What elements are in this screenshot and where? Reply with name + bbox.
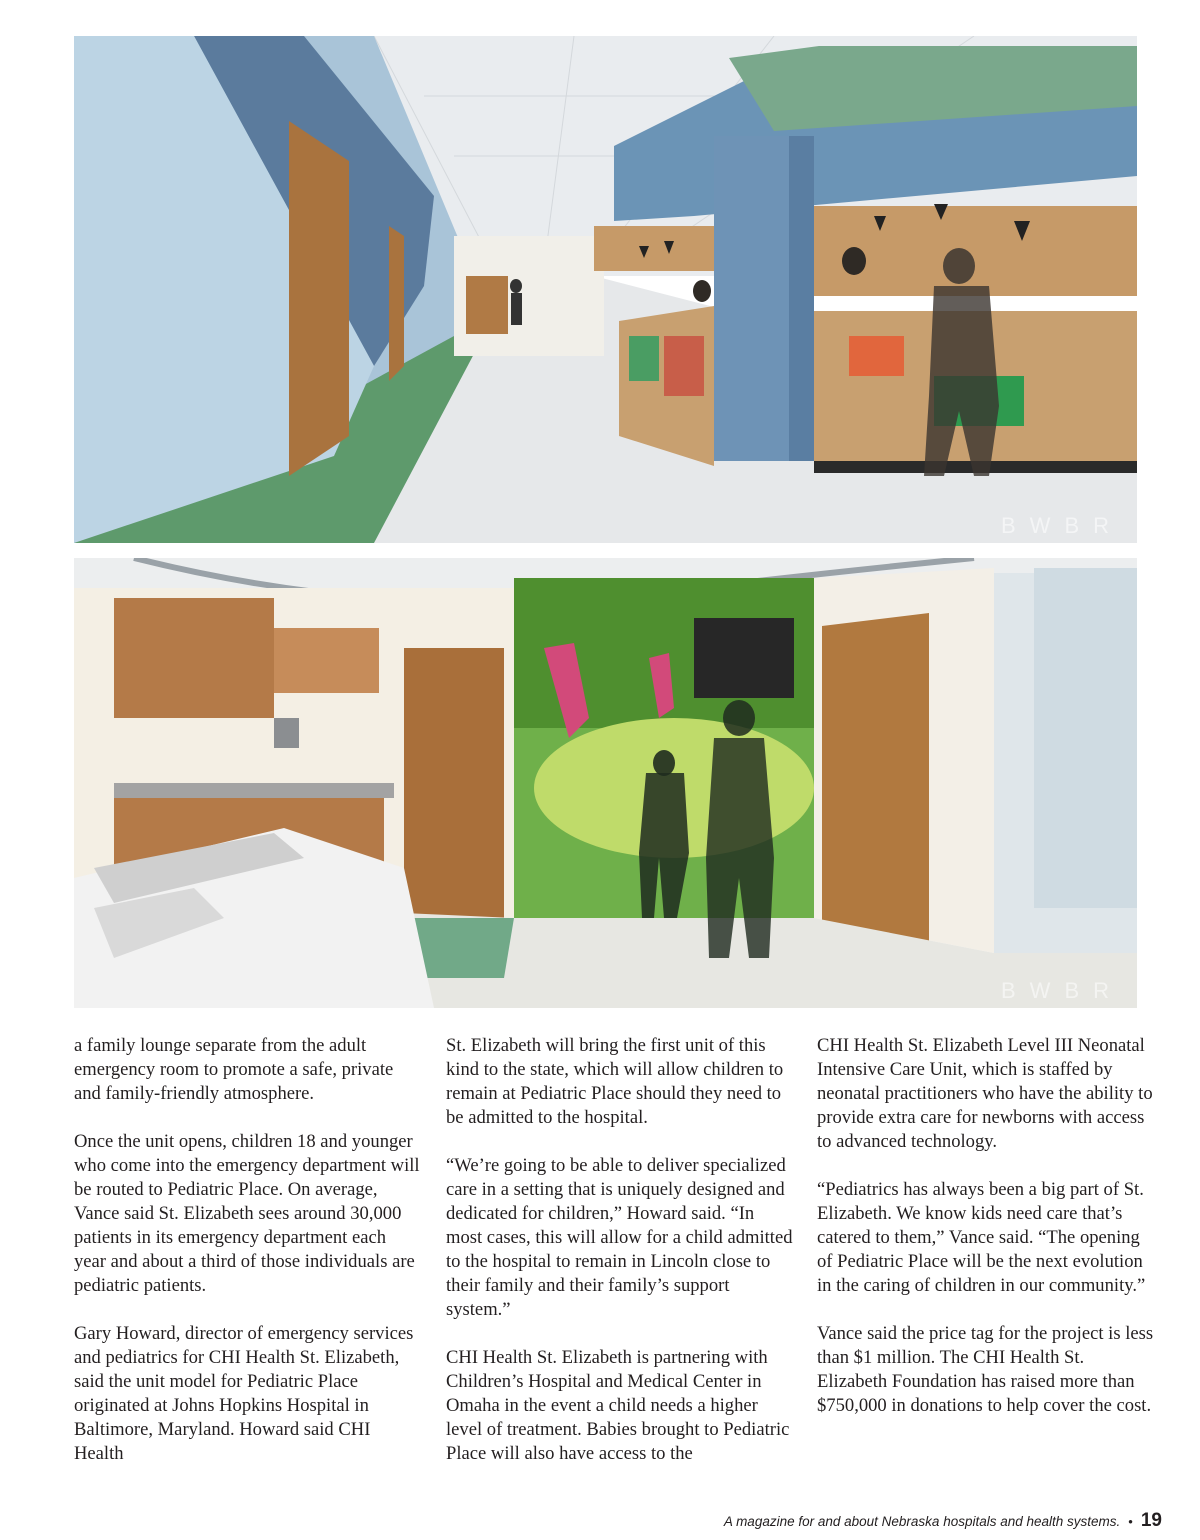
paragraph: Once the unit opens, children 18 and younger who come into the emergency department will be routed to Pediatric Place. On average, Vance said St. Elizabeth sees around 30,000 patients in its emergency department each year and about a third of those individuals are pediatric patients. [74, 1131, 420, 1296]
article-column-1 [74, 1034, 422, 1490]
paragraph: “Pediatrics has always been a big part of St. Elizabeth. We know kids need care that’s catered to them,” Vance said. “The opening of Pediatric Place will be the next evolution in the caring of children in our community.” [817, 1179, 1146, 1296]
patient-room-image [74, 558, 1137, 1008]
paragraph: a family lounge separate from the adult emergency room to promote a safe, private and family-friendly atmosphere. [74, 1035, 394, 1104]
paragraph: Gary Howard, director of emergency services and pediatrics for CHI Health St. Elizabeth, said the unit model for Pediatric Place originated at Johns Hopkins Hospital in Baltimore, Maryland. Howard said CHI Health [74, 1323, 414, 1464]
article-column-2 [446, 1034, 794, 1490]
paragraph: CHI Health St. Elizabeth is partnering with Children’s Hospital and Medical Center in Omaha in the event a child needs a higher level of treatment. Babies brought to Pediatric Place will also have access to the [446, 1347, 790, 1464]
paragraph: Vance said the price tag for the project is less than $1 million. The CHI Health St. Elizabeth Foundation has raised more than $750,000 in donations to help cover the cost. [817, 1323, 1154, 1416]
page-footer [724, 1510, 1162, 1532]
page-number: 19 [1140, 1510, 1162, 1531]
paragraph: St. Elizabeth will bring the first unit of this kind to the state, which will allow children to remain at Pediatric Place should they need to be admitted to the hospital. [446, 1035, 784, 1128]
watermark-text: BWBR [1001, 513, 1123, 538]
watermark-text: BWBR [1001, 978, 1123, 1003]
hallway-nurse-station-image [74, 36, 1137, 543]
paragraph: “We’re going to be able to deliver specialized care in a setting that is uniquely designed and dedicated for children,” Howard said. “In most cases, this will allow for a child admitted to the hospital to remain in Lincoln close to their family and their family’s support system.” [446, 1155, 793, 1320]
article-column-3 [817, 1034, 1159, 1442]
footer-separator: • [1128, 1514, 1133, 1529]
paragraph: CHI Health St. Elizabeth Level III Neonatal Intensive Care Unit, which is staffed by neonatal practitioners who have the ability to provide extra care for newborns with access to advanced technology. [817, 1035, 1153, 1152]
footer-tagline: A magazine for and about Nebraska hospitals and health systems. [723, 1514, 1121, 1529]
